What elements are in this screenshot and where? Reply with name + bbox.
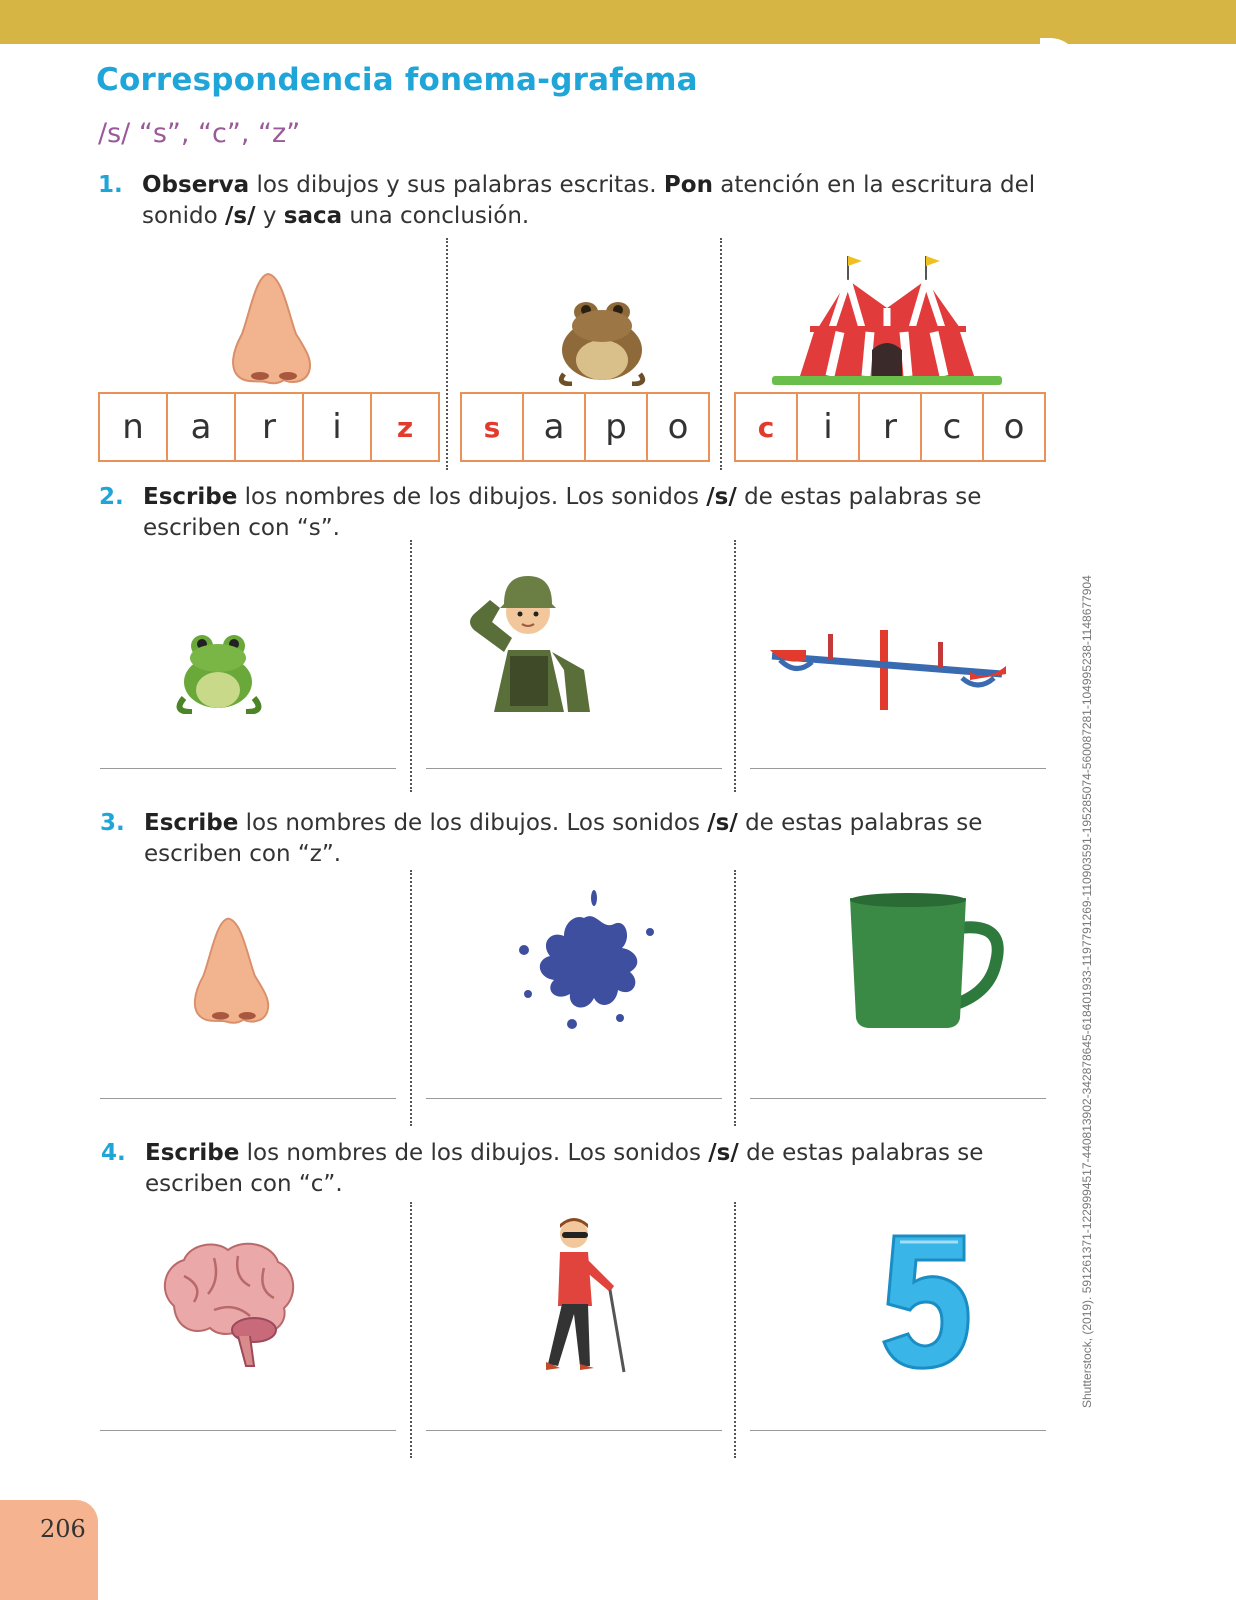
word-boxes-circo xyxy=(734,392,1046,462)
answer-line[interactable] xyxy=(750,1098,1046,1099)
question-number: 4. xyxy=(101,1140,126,1166)
nose-icon xyxy=(228,272,314,388)
answer-line[interactable] xyxy=(426,1430,722,1431)
column-divider xyxy=(734,870,736,1126)
brain-icon xyxy=(154,1236,300,1372)
number-five-icon xyxy=(880,1226,972,1374)
phoneme: /s/ xyxy=(706,484,737,510)
toad-icon xyxy=(552,294,652,386)
question-number: 1. xyxy=(98,172,123,198)
instruction-verb: Pon xyxy=(663,172,713,198)
answer-line[interactable] xyxy=(100,768,396,769)
letter-box: o xyxy=(1003,407,1025,447)
instruction-text: los dibujos y sus palabras escritas. xyxy=(249,172,664,198)
instruction-text: de estas palabras se escriben con “c”. xyxy=(145,1140,984,1197)
answer-line[interactable] xyxy=(100,1098,396,1099)
letter-box: i xyxy=(798,394,860,460)
instruction-text: de estas palabras se escriben con “z”. xyxy=(144,810,983,867)
column-divider xyxy=(734,540,736,792)
phoneme: /s/ xyxy=(708,1140,739,1166)
column-divider xyxy=(734,1202,736,1458)
word-boxes-sapo xyxy=(460,392,710,462)
instruction-verb: Escribe xyxy=(144,810,239,836)
instruction-text: una conclusión. xyxy=(342,203,530,229)
band-corner xyxy=(1040,38,1080,78)
question-number: 2. xyxy=(99,484,124,510)
answer-line[interactable] xyxy=(750,1430,1046,1431)
question-3 xyxy=(100,808,1044,870)
question-4 xyxy=(101,1138,1045,1200)
column-divider xyxy=(446,238,448,470)
letter-box: n xyxy=(100,394,168,460)
image-credit: Shutterstock, (2019). 591261371-1229994517-440813902-342878645-618401933-1197791269-110903591-195285074-560087281-104995238-1148677904 xyxy=(1080,575,1094,1408)
instruction-verb: Observa xyxy=(142,172,250,198)
letter-box: o xyxy=(667,407,689,447)
instruction-text: los nombres de los dibujos. Los sonidos xyxy=(238,810,708,836)
mug-icon xyxy=(846,892,1004,1032)
circus-tent-icon xyxy=(770,252,1004,388)
question-1 xyxy=(98,170,1042,232)
letter-box: a xyxy=(168,394,236,460)
phoneme: /s/ xyxy=(225,203,256,229)
nose-icon xyxy=(190,914,272,1030)
instruction-verb: saca xyxy=(283,203,343,229)
frog-icon xyxy=(170,628,268,714)
question-number: 3. xyxy=(100,810,125,836)
phoneme: /s/ xyxy=(707,810,738,836)
letter-box: r xyxy=(236,394,304,460)
letter-box: p xyxy=(586,394,648,460)
answer-line[interactable] xyxy=(426,1098,722,1099)
instruction-text: y xyxy=(255,203,284,229)
letter-box: c xyxy=(922,394,984,460)
seesaw-icon xyxy=(766,620,1010,710)
instruction-verb: Escribe xyxy=(145,1140,240,1166)
blind-person-icon xyxy=(540,1216,636,1376)
instruction-text: atención en la escritura del sonido xyxy=(142,172,1036,229)
answer-line[interactable] xyxy=(750,768,1046,769)
answer-line[interactable] xyxy=(426,768,722,769)
instruction-verb: Escribe xyxy=(143,484,238,510)
instruction-text: de estas palabras se escriben con “s”. xyxy=(143,484,982,541)
column-divider xyxy=(720,238,722,470)
letter-box-highlight: z xyxy=(396,410,414,444)
question-2 xyxy=(99,482,1043,544)
column-divider xyxy=(410,540,412,792)
column-divider xyxy=(410,1202,412,1458)
letter-box: a xyxy=(524,394,586,460)
page-number: 206 xyxy=(40,1515,86,1543)
letter-box: i xyxy=(304,394,372,460)
word-boxes-nariz xyxy=(98,392,440,462)
instruction-text: los nombres de los dibujos. Los sonidos xyxy=(237,484,707,510)
instruction-text: los nombres de los dibujos. Los sonidos xyxy=(239,1140,709,1166)
letter-box-highlight: s xyxy=(462,394,524,460)
answer-line[interactable] xyxy=(100,1430,396,1431)
soldier-icon xyxy=(464,560,594,712)
letter-box-highlight: c xyxy=(736,394,798,460)
column-divider xyxy=(410,870,412,1126)
ink-splash-icon xyxy=(510,890,660,1034)
page-title: Correspondencia fonema-grafema xyxy=(96,62,698,98)
page-subtitle: /s/ “s”, “c”, “z” xyxy=(98,118,301,149)
letter-box: r xyxy=(860,394,922,460)
